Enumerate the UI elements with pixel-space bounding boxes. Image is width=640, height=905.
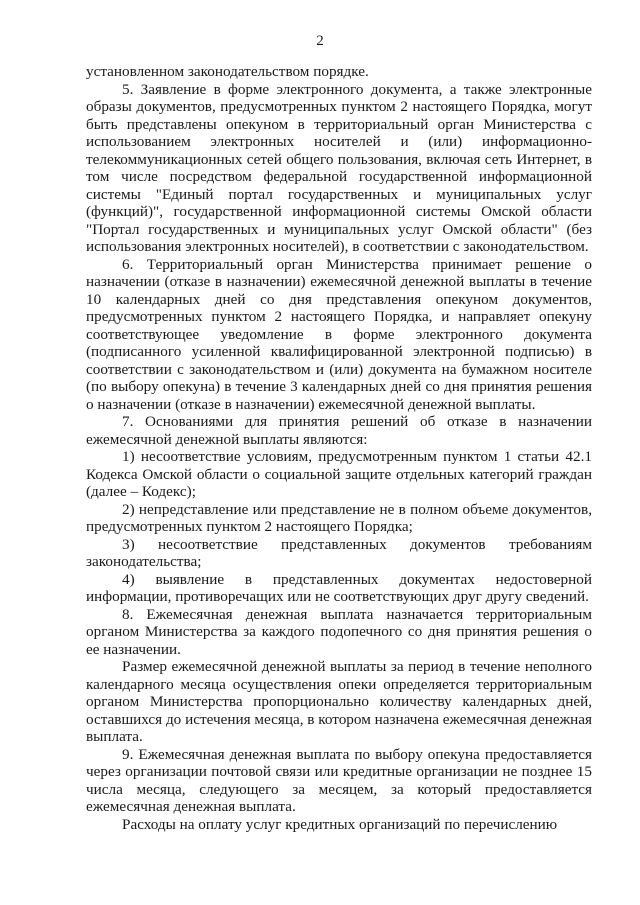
subitem-7-2: 2) непредставление или представление не в полном объеме документов, предусмотренных пунктом 2 настоящего Порядка;: [86, 500, 592, 535]
paragraph-item-9: 9. Ежемесячная денежная выплата по выбору опекуна предоставляется через организации почтовой связи или кредитные организации не позднее 15 числа месяца, следующего за месяцем, за который предоставляется ежемесячная денежная выплата.: [86, 745, 592, 815]
document-body: [86, 63, 592, 833]
paragraph-item-8-size: Размер ежемесячной денежной выплаты за период в течение неполного календарного месяца осуществления опеки определяется территориальным органом Министерства пропорционально количеству календарных дней, оставшихся до истечения месяца, в котором назначена ежемесячная денежная выплата.: [86, 658, 592, 745]
paragraph-continuation: установленном законодательством порядке.: [86, 63, 369, 80]
subitem-7-3: 3) несоответствие представленных документов требованиям законодательства;: [86, 535, 592, 570]
paragraph-item-8: 8. Ежемесячная денежная выплата назначается территориальным органом Министерства за каждого подопечного со дня принятия решения о ее назначении.: [86, 605, 592, 658]
paragraph-item-5: 5. Заявление в форме электронного документа, а также электронные образы документов, предусмотренных пунктом 2 настоящего Порядка, могут быть представлены опекуном в территориальный орган Министерства с использованием электронных носителей и (или) информационно-телекоммуникационных сетей общего пользования, включая сеть Интернет, в том числе посредством федеральной государственной информационной системы "Единый портал государственных и муниципальных услуг (функций)", государственной информационной системы Омской области "Портал государственных и муниципальных услуг Омской области" (без использования электронных носителей), в соответствии с законодательством.: [86, 80, 592, 255]
paragraph-item-6: 6. Территориальный орган Министерства принимает решение о назначении (отказе в назначении) ежемесячной денежной выплаты в течение 10 календарных дней со дня представления опекуном документов, предусмотренных пунктом 2 настоящего Порядка, и направляет опекуну соответствующее уведомление в форме электронного документа (подписанного усиленной квалифицированной электронной подписью) в соответствии с законодательством и (или) документа на бумажном носителе (по выбору опекуна) в течение 3 календарных дней со дня принятия решения о назначении (отказе в назначении) ежемесячной денежной выплаты.: [86, 255, 592, 413]
paragraph-expenses: Расходы на оплату услуг кредитных организаций по перечислению: [122, 815, 558, 833]
subitem-7-1: 1) несоответствие условиям, предусмотренным пунктом 1 статьи 42.1 Кодекса Омской области о социальной защите отдельных категорий граждан (далее – Кодекс);: [86, 448, 592, 500]
page-number: 2: [316, 33, 324, 49]
paragraph-item-7: 7. Основаниями для принятия решений об отказе в назначении ежемесячной денежной выплаты являются:: [86, 413, 592, 448]
subitem-7-4: 4) выявление в представленных документах недостоверной информации, противоречащих или не соответствующих друг другу сведений.: [86, 570, 592, 605]
